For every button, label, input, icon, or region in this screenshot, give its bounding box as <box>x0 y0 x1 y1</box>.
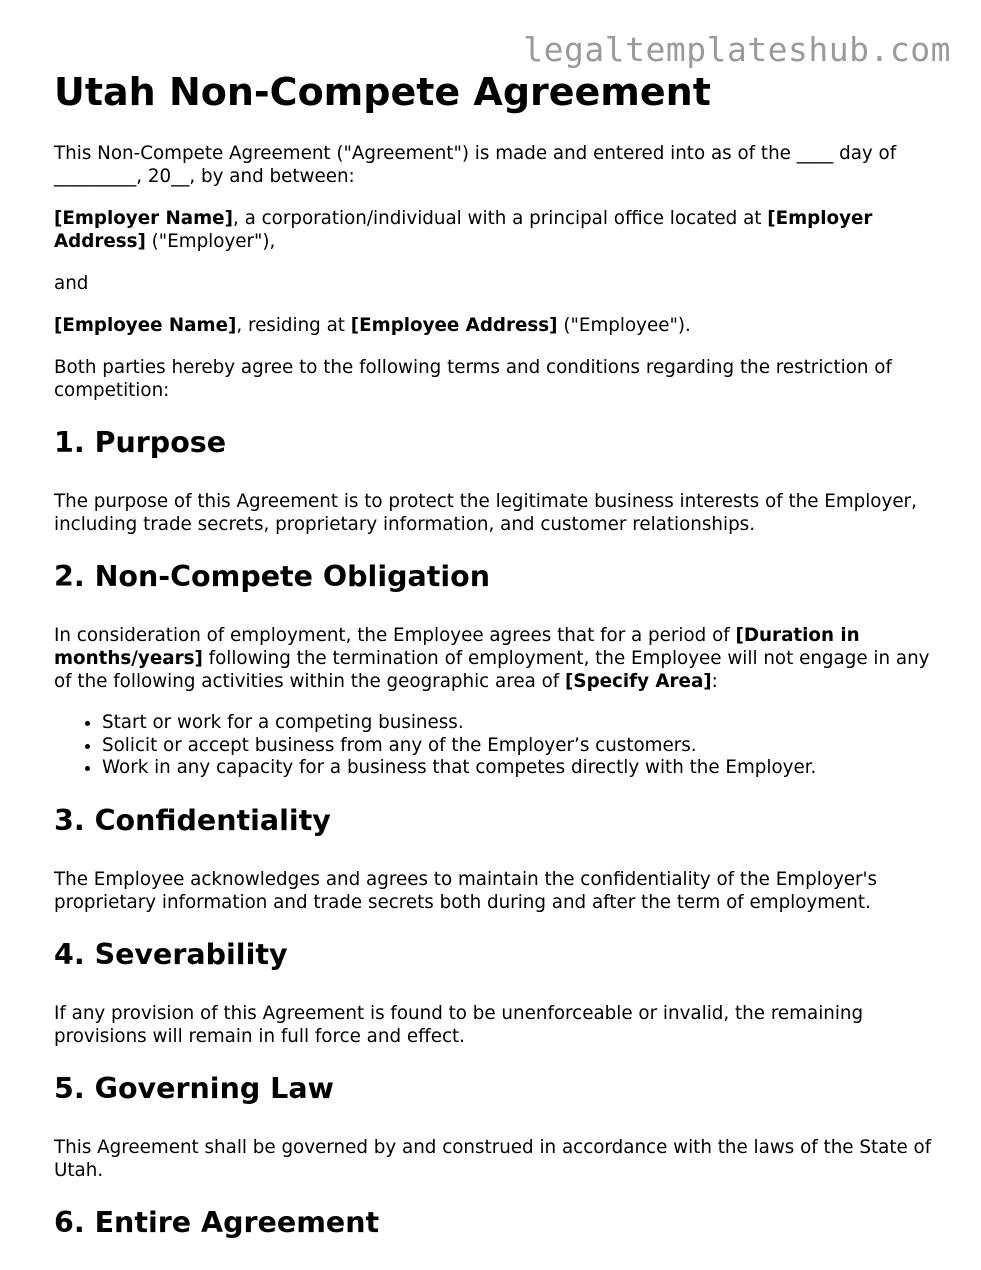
non-compete-text-1: In consideration of employment, the Employee agrees that for a period of <box>54 625 736 646</box>
employee-paragraph <box>54 314 934 337</box>
area-placeholder: [Specify Area] <box>565 671 712 692</box>
employer-name-placeholder: [Employer Name] <box>54 208 233 229</box>
employee-text: , residing at <box>236 315 351 336</box>
employee-address-placeholder: [Employee Address] <box>350 315 558 336</box>
section-text-governing-law: This Agreement shall be governed by and construed in accordance with the laws of the State of Utah. <box>54 1137 932 1182</box>
section-text-non-compete <box>54 624 934 693</box>
restricted-activities-list <box>54 712 934 780</box>
section-heading-purpose: 1. Purpose <box>54 426 227 459</box>
section-text-purpose: The purpose of this Agreement is to protect the legitimate business interests of the Employer, including trade secrets, proprietary information, and customer relationships. <box>54 491 917 535</box>
list-item: • Start or work for a competing business. <box>102 712 934 735</box>
employer-address-placeholder: [Employer Address] <box>54 208 873 252</box>
intro-paragraph: This Non-Compete Agreement ("Agreement") is made and entered into as of the ____ day of _________, 20__, by and between: <box>54 143 897 187</box>
employee-name-placeholder: [Employee Name] <box>54 315 237 336</box>
employer-paragraph <box>54 207 934 253</box>
non-compete-text-3: : <box>711 671 718 692</box>
section-heading-entire-agreement: 6. Entire Agreement <box>54 1206 380 1240</box>
list-item: • Solicit or accept business from any of the Employer’s customers. <box>102 735 934 758</box>
section-heading-governing-law: 5. Governing Law <box>54 1072 334 1106</box>
section-heading-non-compete: 2. Non-Compete Obligation <box>54 560 490 593</box>
and-paragraph: and <box>54 273 89 294</box>
list-item: • Work in any capacity for a business that competes directly with the Employer. <box>102 757 934 780</box>
section-heading-severability: 4. Severability <box>54 938 288 972</box>
non-compete-text-2: following the termination of employment, the Employee will not engage in any of the following activities within the geographic area of <box>54 648 930 692</box>
section-text-severability: If any provision of this Agreement is found to be unenforceable or invalid, the remaining provisions will remain in full force and effect. <box>54 1003 864 1048</box>
employer-text: , a corporation/individual with a principal office located at <box>232 208 768 229</box>
section-text-confidentiality: The Employee acknowledges and agrees to maintain the confidentiality of the Employer's proprietary information and trade secrets both during and after the term of employment. <box>54 869 878 914</box>
employee-role: ("Employee"). <box>557 315 691 336</box>
watermark: legaltemplateshub.com <box>523 30 951 69</box>
document-title: Utah Non-Compete Agreement <box>54 70 711 114</box>
section-heading-confidentiality: 3. Confidentiality <box>54 804 331 838</box>
agreement-paragraph: Both parties hereby agree to the following terms and conditions regarding the restriction of competition: <box>54 357 892 401</box>
duration-placeholder: [Duration in months/years] <box>54 625 860 669</box>
document-page <box>54 68 934 1270</box>
employer-role: ("Employer"), <box>145 231 276 252</box>
